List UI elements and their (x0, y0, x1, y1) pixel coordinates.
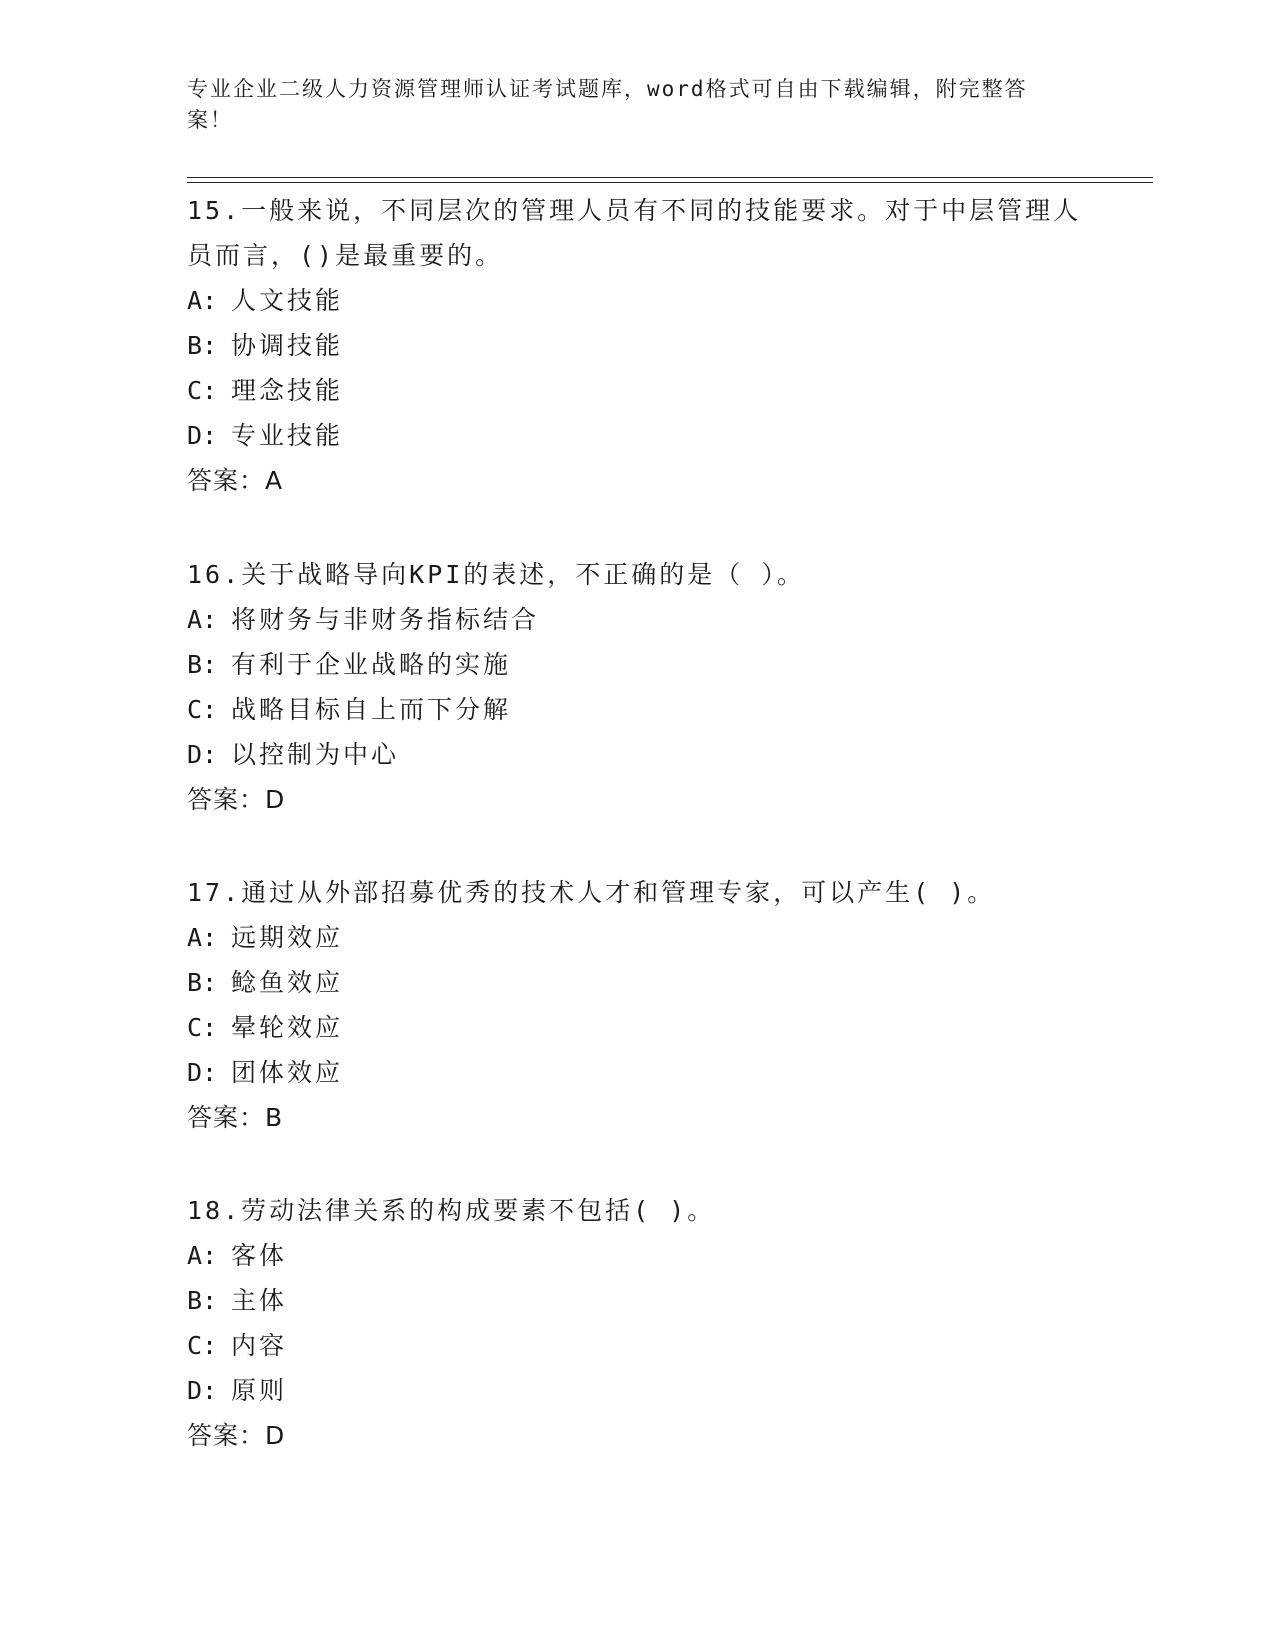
option-letter: C: (187, 1331, 218, 1360)
question-stem: 18.劳动法律关系的构成要素不包括( )。 (187, 1196, 716, 1225)
option-text: 客体 (231, 1241, 288, 1270)
option-a (187, 278, 1087, 323)
option-text: 原则 (231, 1376, 288, 1405)
option-text: 专业技能 (231, 421, 344, 450)
header-rule-bottom (187, 182, 1153, 183)
option-c (187, 368, 1087, 413)
question-stem: 17.通过从外部招募优秀的技术人才和管理专家，可以产生( )。 (187, 878, 996, 907)
option-letter: B: (187, 968, 218, 997)
document-header: 专业企业二级人力资源管理师认证考试题库，word格式可自由下载编辑，附完整答案！ (187, 77, 1028, 132)
question-16 (187, 552, 1087, 822)
option-letter: A: (187, 923, 218, 952)
option-text: 理念技能 (231, 376, 344, 405)
option-d (187, 1050, 1087, 1095)
option-text: 有利于企业战略的实施 (231, 650, 512, 679)
option-text: 晕轮效应 (231, 1013, 344, 1042)
option-letter: D: (187, 1058, 218, 1087)
option-text: 内容 (231, 1331, 288, 1360)
answer-line: 答案：D (187, 785, 286, 814)
option-b (187, 1278, 1087, 1323)
question-stem: 15.一般来说，不同层次的管理人员有不同的技能要求。对于中层管理人员而言，()是最重要的。 (187, 196, 1082, 270)
answer-line: 答案：A (187, 466, 284, 495)
option-b (187, 642, 1087, 687)
option-text: 协调技能 (231, 331, 344, 360)
question-stem: 16.关于战略导向KPI的表述，不正确的是（ ）。 (187, 560, 805, 589)
question-18 (187, 1188, 1087, 1458)
option-text: 团体效应 (231, 1058, 344, 1087)
option-a (187, 1233, 1087, 1278)
option-letter: D: (187, 740, 218, 769)
option-d (187, 732, 1087, 777)
question-15 (187, 188, 1087, 503)
option-c (187, 1005, 1087, 1050)
question-17 (187, 870, 1087, 1140)
option-letter: A: (187, 605, 218, 634)
option-a (187, 915, 1087, 960)
option-letter: C: (187, 1013, 218, 1042)
answer-line: 答案：D (187, 1421, 286, 1450)
option-text: 战略目标自上而下分解 (231, 695, 512, 724)
option-letter: D: (187, 421, 218, 450)
option-c (187, 1323, 1087, 1368)
option-text: 主体 (231, 1286, 288, 1315)
option-text: 人文技能 (231, 286, 344, 315)
option-letter: B: (187, 1286, 218, 1315)
option-text: 以控制为中心 (231, 740, 400, 769)
option-d (187, 413, 1087, 458)
option-letter: B: (187, 650, 218, 679)
option-text: 鲶鱼效应 (231, 968, 344, 997)
option-letter: D: (187, 1376, 218, 1405)
option-letter: A: (187, 1241, 218, 1270)
answer-line: 答案：B (187, 1103, 284, 1132)
option-letter: B: (187, 331, 218, 360)
option-a (187, 597, 1087, 642)
header-rule-top (187, 177, 1153, 178)
option-text: 远期效应 (231, 923, 344, 952)
option-c (187, 687, 1087, 732)
option-d (187, 1368, 1087, 1413)
option-b (187, 323, 1087, 368)
option-letter: C: (187, 376, 218, 405)
option-text: 将财务与非财务指标结合 (231, 605, 540, 634)
option-letter: A: (187, 286, 218, 315)
option-b (187, 960, 1087, 1005)
option-letter: C: (187, 695, 218, 724)
